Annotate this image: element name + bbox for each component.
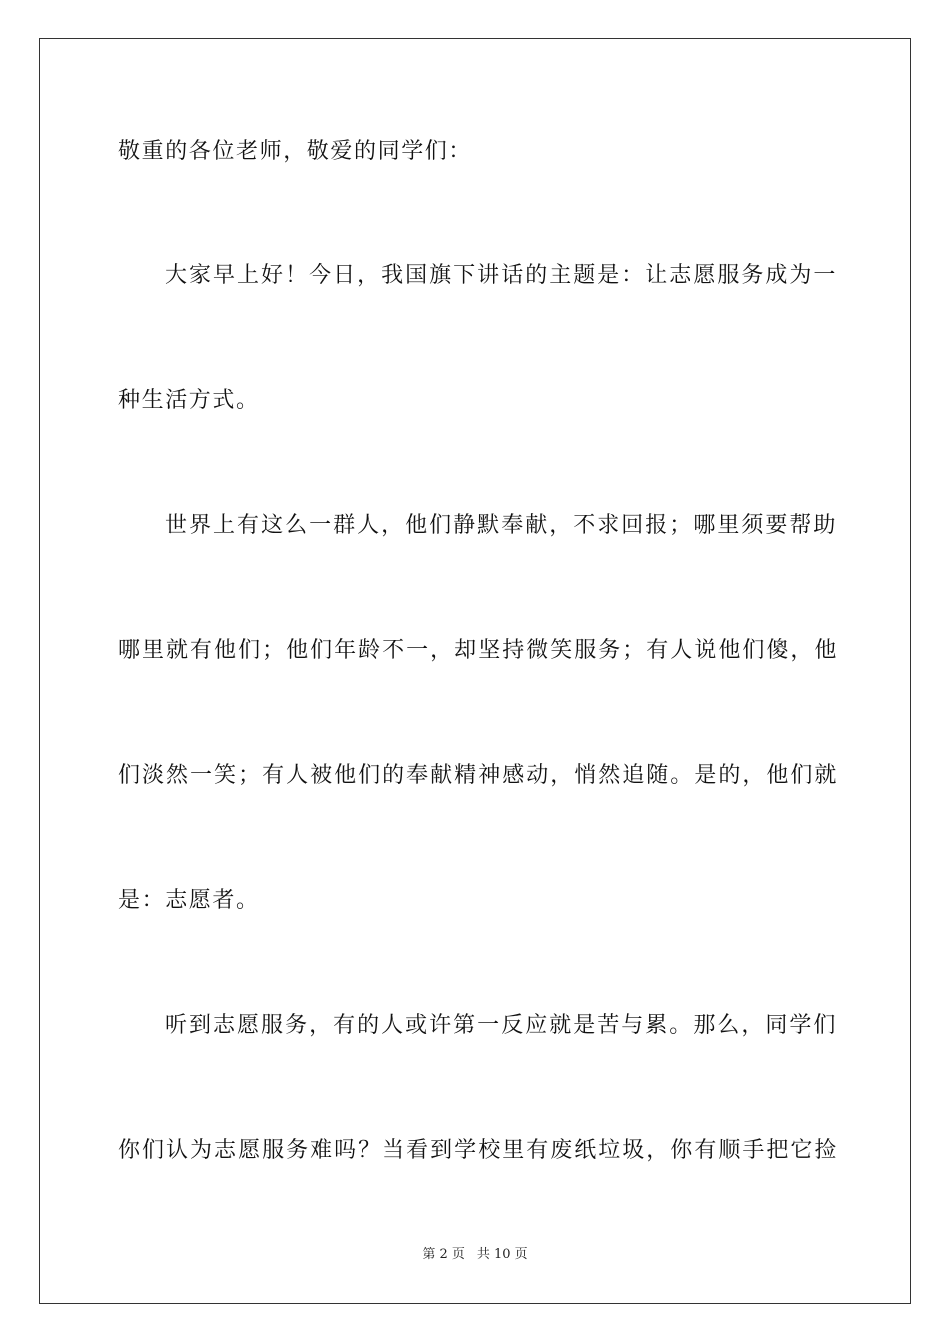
paragraph-2-line-1: 世界上有这么一群人，他们静默奉献，不求回报；哪里须要帮助: [165, 513, 837, 538]
page-number: 第 2 页: [422, 1247, 465, 1262]
page-total: 共 10 页: [476, 1247, 528, 1262]
salutation-line: 敬重的各位老师，敬爱的同学们：: [118, 139, 473, 164]
paragraph-1-line-2: 种生活方式。: [118, 388, 260, 413]
paragraph-2-line-2: 哪里就有他们；他们年龄不一，却坚持微笑服务；有人说他们傻，他: [118, 638, 838, 663]
paragraph-3-line-2: 你们认为志愿服务难吗？当看到学校里有废纸垃圾，你有顺手把它捡: [118, 1138, 838, 1163]
paragraph-2-line-4: 是：志愿者。: [118, 888, 260, 913]
page-frame: [39, 38, 911, 1304]
page-footer: [0, 1246, 950, 1264]
paragraph-2-line-3: 们淡然一笑；有人被他们的奉献精神感动，悄然追随。是的，他们就: [118, 763, 838, 788]
paragraph-1-line-1: 大家早上好！今日，我国旗下讲话的主题是：让志愿服务成为一: [165, 263, 837, 288]
paragraph-3-line-1: 听到志愿服务，有的人或许第一反应就是苦与累。那么，同学们: [165, 1013, 837, 1038]
